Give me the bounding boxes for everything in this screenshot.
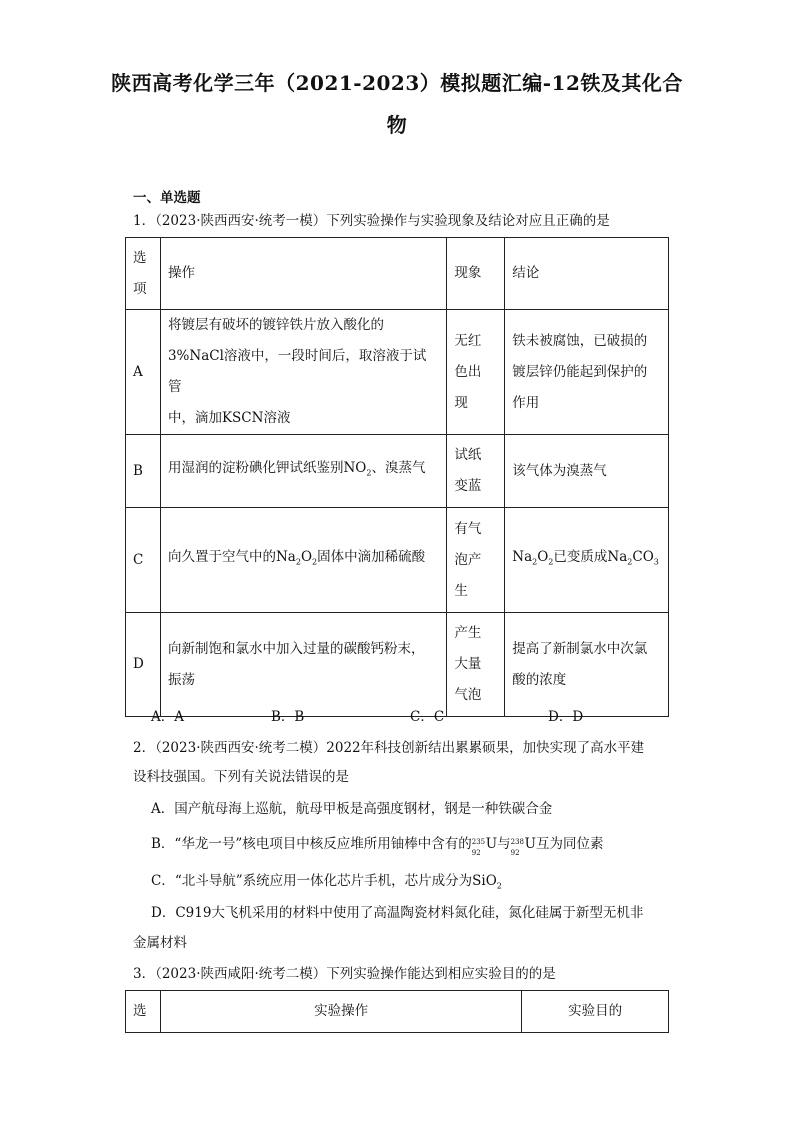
choice-a[interactable]: A．A [151, 709, 184, 725]
phenomenon-cell: 试纸 变蓝 [447, 435, 505, 508]
option-cell: C [126, 508, 161, 613]
table-header-row [126, 238, 669, 310]
question-2-option-d-line-2: 金属材料 [133, 935, 187, 951]
question-1-table [125, 237, 669, 717]
header-conclusion: 结论 [505, 238, 669, 310]
choice-d[interactable]: D．D [548, 709, 584, 725]
question-1-stem: 1．（2023·陕西西安·统考一模）下列实验操作与实验现象及结论对应且正确的是 [133, 213, 610, 229]
conclusion-cell: 铁未被腐蚀，已破损的 镀层锌仍能起到保护的 作用 [505, 310, 669, 435]
isotope-notation-u235: 235 92 [471, 838, 486, 857]
table-row-d [126, 613, 669, 717]
header-operation: 操作 [160, 238, 446, 310]
title-line-2: 物 [386, 113, 408, 137]
header-purpose: 实验目的 [522, 991, 669, 1033]
phenomenon-cell: 有气 泡产 生 [447, 508, 505, 613]
title-line-1: 陕西高考化学三年（2021-2023）模拟题汇编-12铁及其化合 [111, 71, 683, 95]
phenomenon-cell: 无红 色出 现 [447, 310, 505, 435]
operation-cell: 向久置于空气中的$Na_2O_2$固体中滴加稀硫酸 [160, 508, 446, 613]
option-cell: D [126, 613, 161, 717]
header-option: 选 项 [126, 238, 161, 310]
question-3-table [125, 990, 669, 1033]
question-3-stem: 3．（2023·陕西咸阳·统考二模）下列实验操作能达到相应实验目的的是 [133, 966, 556, 982]
operation-cell: 将镀层有破坏的镀锌铁片放入酸化的 3%NaCl溶液中，一段时间后，取溶液于试管 中，滴加KSCN溶液 [160, 310, 446, 435]
conclusion-cell: 该气体为溴蒸气 [505, 435, 669, 508]
header-operation: 实验操作 [160, 991, 521, 1033]
isotope-notation-u238: 238 92 [510, 838, 524, 857]
question-2-stem-line-1: 2．（2023·陕西西安·统考二模）2022年科技创新结出累累硕果，加快实现了高水平建 [133, 740, 645, 756]
conclusion-cell: 提高了新制氯水中次氯 酸的浓度 [505, 613, 669, 717]
header-phenomenon: 现象 [447, 238, 505, 310]
section-heading: 一、单选题 [133, 190, 201, 206]
header-option: 选 [126, 991, 161, 1033]
phenomenon-cell: 产生 大量 气泡 [447, 613, 505, 717]
question-2-option-c[interactable]: C．“北斗导航”系统应用一体化芯片手机，芯片成分为SiO$_2$ [151, 873, 502, 891]
conclusion-cell: $Na_2O_2$已变质成$Na_2CO_3$ [505, 508, 669, 613]
choice-c[interactable]: C．C [410, 709, 445, 725]
question-2-option-b[interactable]: B．“华龙一号”核电项目中核反应堆所用铀棒中含有的 235 92 U与 238 92 U互为同位素 [151, 836, 604, 857]
question-1-choices [151, 705, 671, 725]
table-row-b [126, 435, 669, 508]
option-cell: A [126, 310, 161, 435]
table-header-row [126, 991, 669, 1033]
question-2-stem-line-2: 设科技强国。下列有关说法错误的是 [133, 769, 349, 785]
option-cell: B [126, 435, 161, 508]
table-row-a [126, 310, 669, 435]
table-row-c [126, 508, 669, 613]
document-title [100, 62, 694, 146]
operation-cell: 向新制饱和氯水中加入过量的碳酸钙粉末， 振荡 [160, 613, 446, 717]
operation-cell: 用湿润的淀粉碘化钾试纸鉴别$NO_2$、溴蒸气 [160, 435, 446, 508]
question-2-option-d-line-1[interactable]: D．C919大飞机采用的材料中使用了高温陶瓷材料氮化硅，氮化硅属于新型无机非 [151, 905, 644, 921]
question-2-option-a[interactable]: A．国产航母海上巡航，航母甲板是高强度钢材，钢是一种铁碳合金 [151, 801, 553, 817]
choice-b[interactable]: B．B [271, 709, 305, 725]
